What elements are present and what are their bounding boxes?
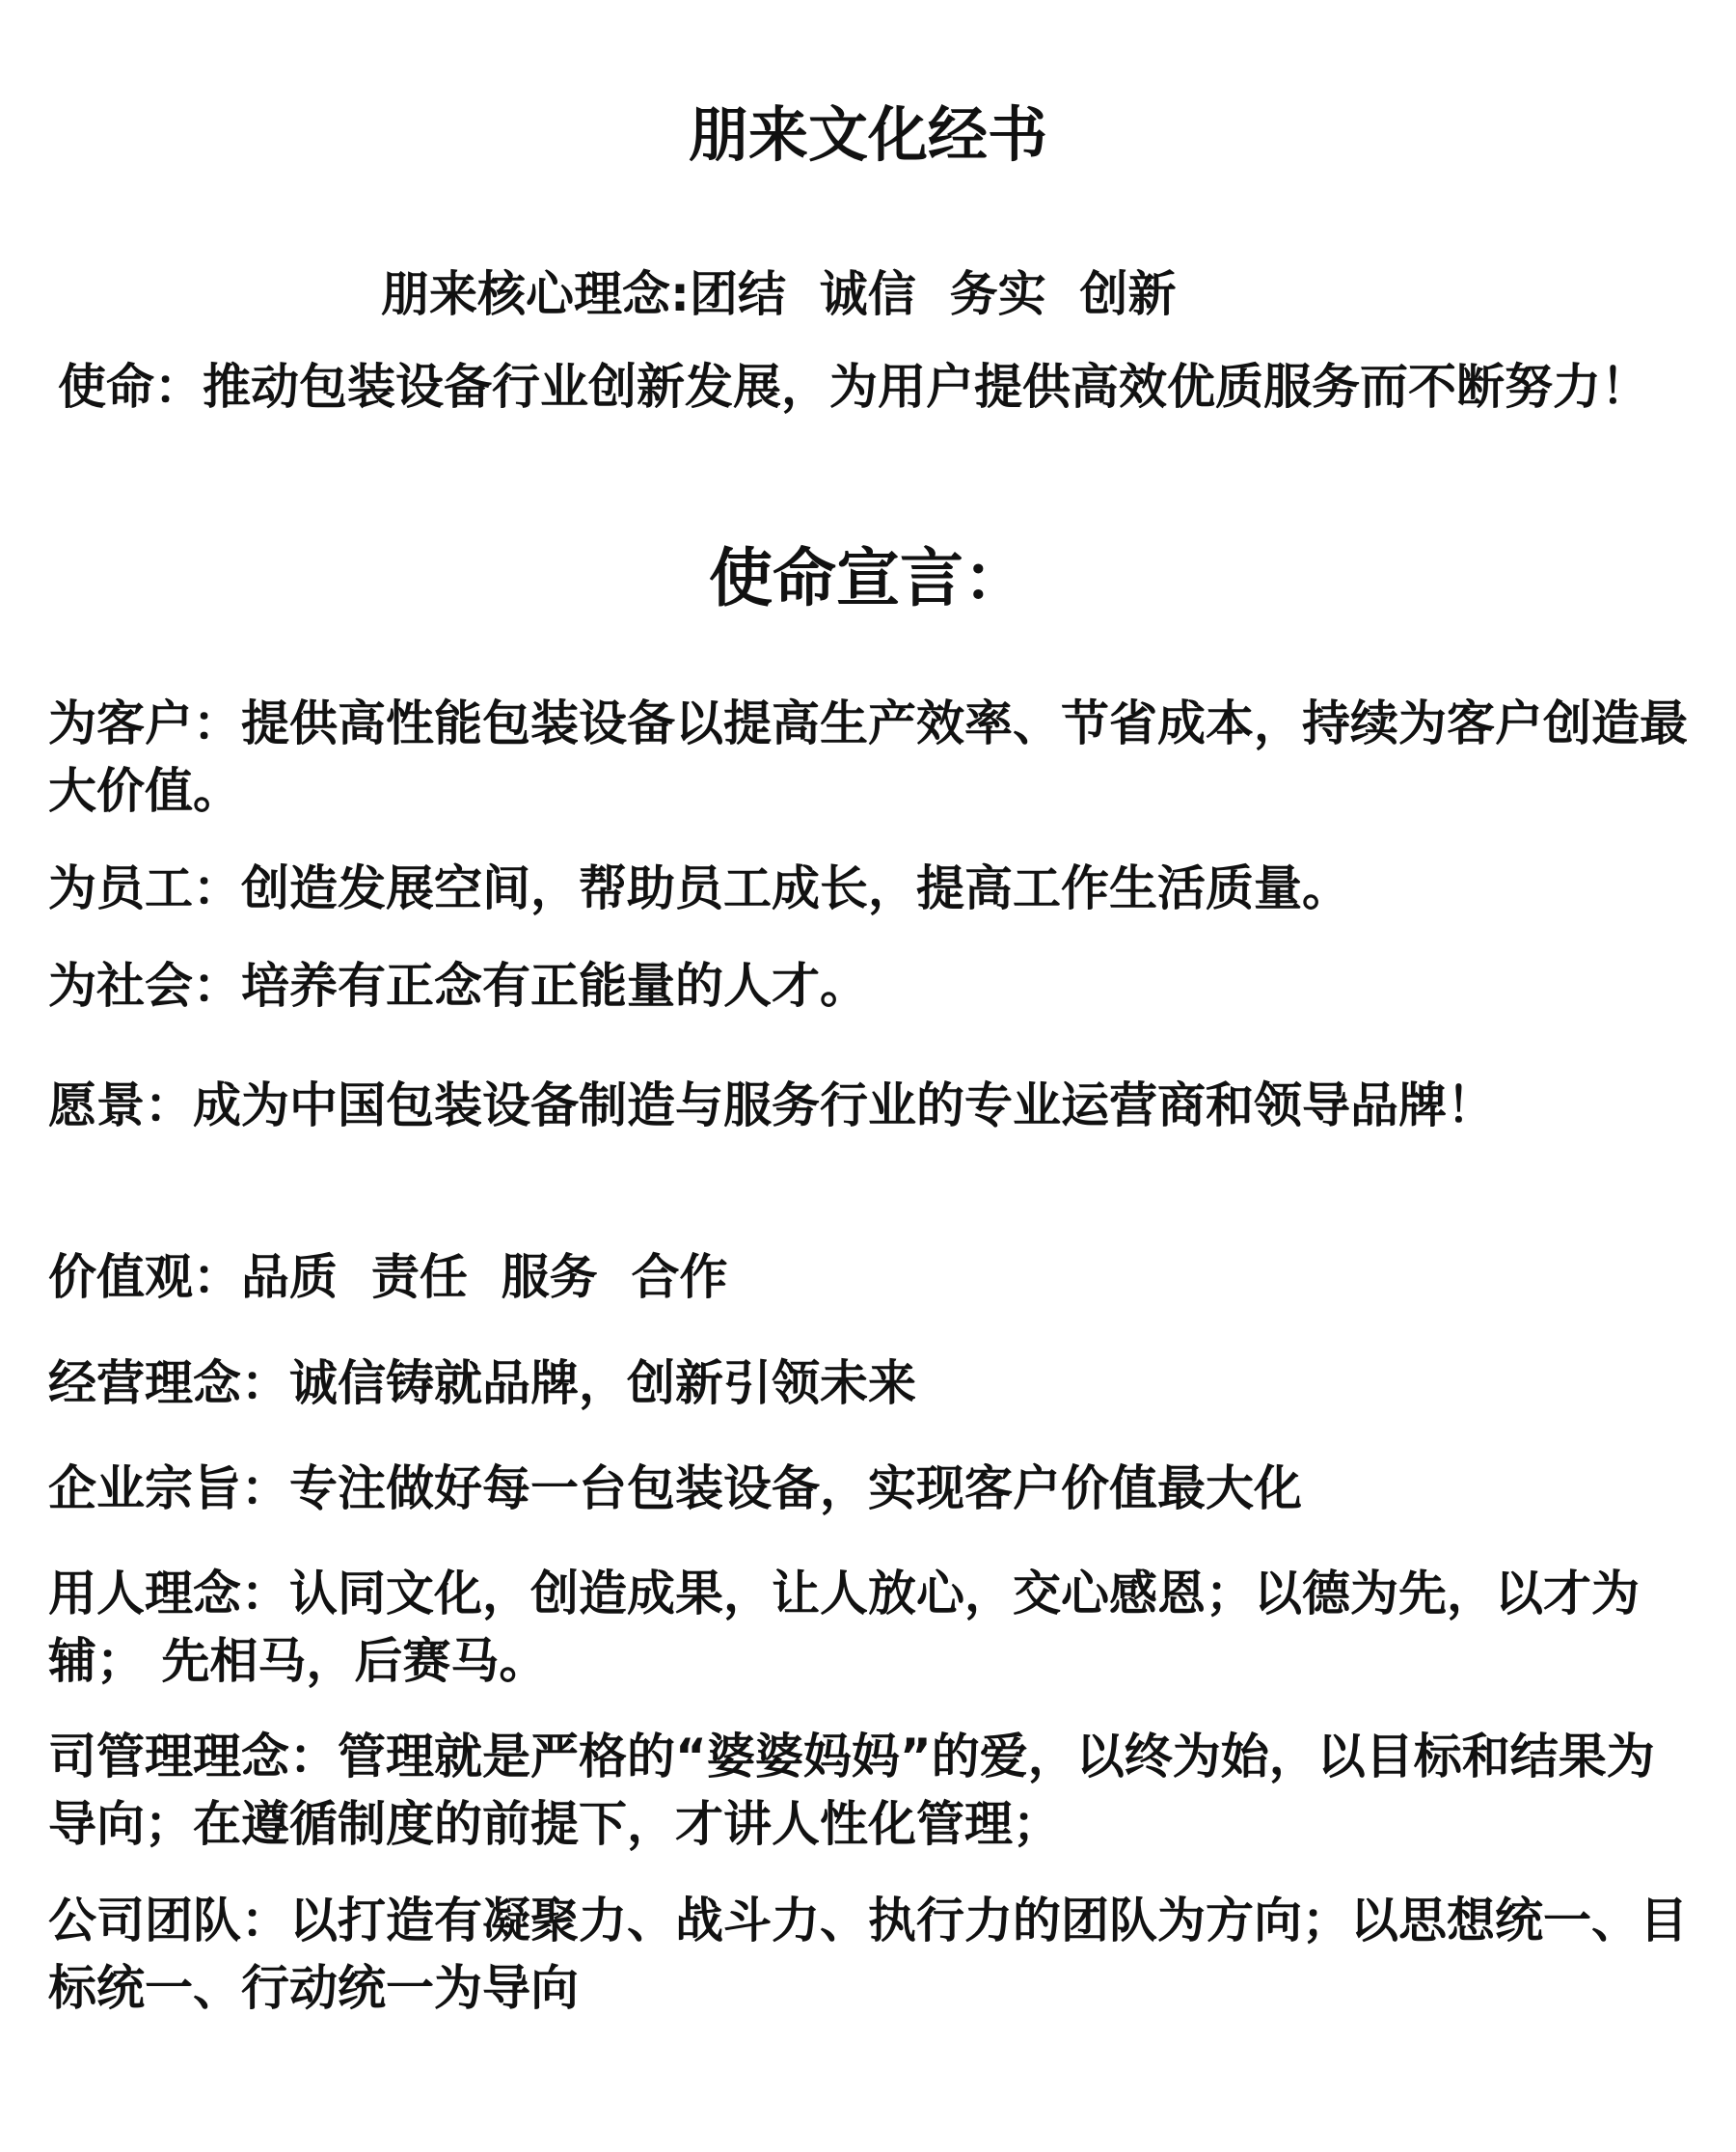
item-corporate-purpose: 企业宗旨：专注做好每一台包装设备，实现客户价值最大化 bbox=[48, 1460, 1302, 1516]
item-management-philosophy: 司管理理念：管理就是严格的“婆婆妈妈”的爱，以终为始，以目标和结果为导向；在遵循制度的前提下，才讲人性化管理； bbox=[48, 1729, 1655, 1852]
core-values-line: 朋来核心理念:团结 诚信 务实 创新 bbox=[381, 266, 1177, 322]
item-business-philosophy: 经营理念：诚信铸就品牌，创新引领未来 bbox=[48, 1355, 916, 1411]
item-for-society: 为社会：培养有正念有正能量的人才。 bbox=[48, 958, 868, 1014]
item-for-customers: 为客户：提供高性能包装设备以提高生产效率、节省成本，持续为客户创造最大价值。 bbox=[48, 695, 1688, 819]
mission-paragraph: 使命：推动包装设备行业创新发展，为用户提供高效优质服务而不断努力！ bbox=[58, 359, 1649, 415]
item-vision: 愿景：成为中国包装设备制造与服务行业的专业运营商和领导品牌！ bbox=[48, 1077, 1495, 1133]
declaration-heading: 使命宣言： bbox=[709, 541, 1027, 615]
item-company-team: 公司团队：以打造有凝聚力、战斗力、执行力的团队为方向；以思想统一、目标统一、行动统一为导向 bbox=[48, 1893, 1688, 2016]
item-for-employees: 为员工：创造发展空间，帮助员工成长，提高工作生活质量。 bbox=[48, 860, 1350, 916]
document-title: 朋来文化经书 bbox=[688, 99, 1047, 170]
item-talent-philosophy: 用人理念：认同文化，创造成果，让人放心，交心感恩；以德为先，以才为辅； 先相马，后赛马。 bbox=[48, 1566, 1640, 1689]
item-values: 价值观：品质 责任 服务 合作 bbox=[48, 1249, 728, 1305]
